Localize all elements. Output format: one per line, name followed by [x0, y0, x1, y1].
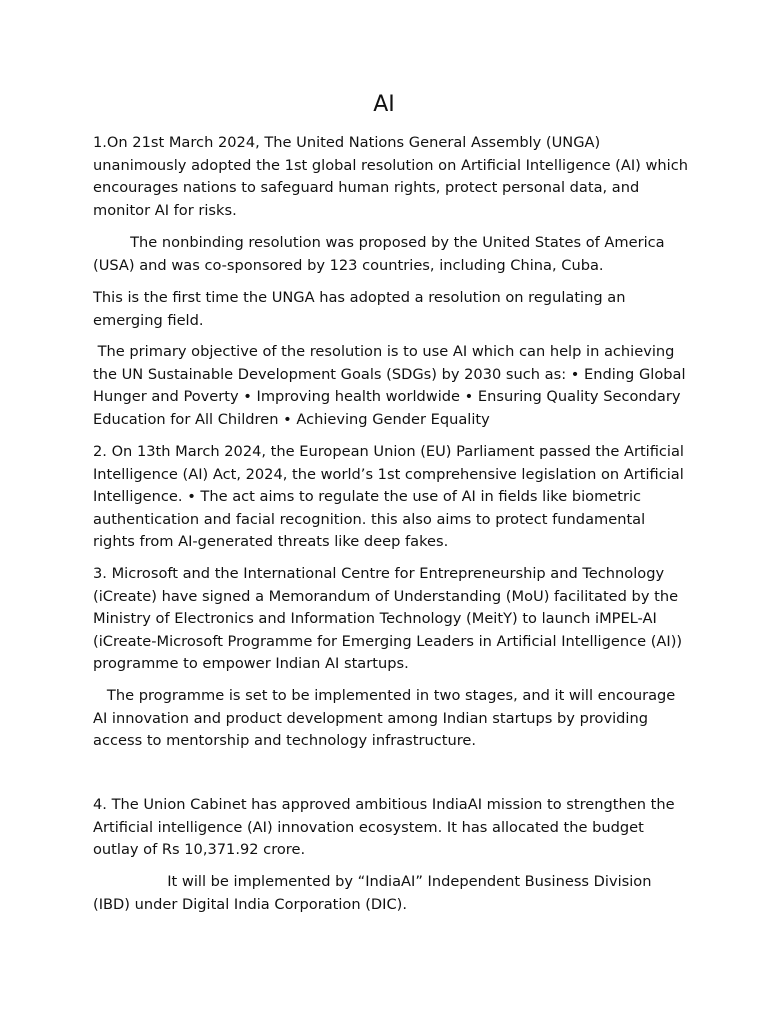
- paragraph-nonbinding-resolution: The nonbinding resolution was proposed by the United States of America (USA) and was co-sponsored by 123 countries, including China, Cuba.: [93, 234, 670, 274]
- document-title: AI: [373, 92, 395, 117]
- paragraph-eu-ai-act: 2. On 13th March 2024, the European Union (EU) Parliament passed the Artificial Intelligence (AI) Act, 2024, the world’s 1st comprehensive legislation on Artificial Intelligence. • The act aims to regulate the use of AI in fields like biometric authentication and facial recognition. this also aims to protect fundamental rights from AI-generated threats like deep fakes.: [93, 443, 689, 551]
- paragraph-microsoft-icreate: 3. Microsoft and the International Centre for Entrepreneurship and Technology (iCreate) have signed a Memorandum of Understanding (MoU) facilitated by the Ministry of Electronics and Information Technology (MeitY) to launch iMPEL-AI (iCreate-Microsoft Programme for Emerging Leaders in Artificial Intelligence (AI)) programme to empower Indian AI startups.: [93, 565, 687, 673]
- paragraph-indiaai-mission: 4. The Union Cabinet has approved ambitious IndiaAI mission to strengthen the Artificial intelligence (AI) innovation ecosystem. It has allocated the budget outlay of Rs 10,371.92 crore.: [93, 796, 680, 859]
- paragraph-indiaai-ibd: It will be implemented by “IndiaAI” Independent Business Division (IBD) under Digital India Corporation (DIC).: [93, 873, 657, 913]
- paragraph-unga-resolution: 1.On 21st March 2024, The United Nations General Assembly (UNGA) unanimously adopted the 1st global resolution on Artificial Intelligence (AI) which encourages nations to safeguard human rights, protect personal data, and monitor AI for risks.: [93, 134, 693, 219]
- paragraph-primary-objective: The primary objective of the resolution is to use AI which can help in achieving the UN Sustainable Development Goals (SDGs) by 2030 such as: • Ending Global Hunger and Poverty • Improving health worldwide • Ensuring Quality Secondary Education for All Children • Achieving Gender Equality: [93, 343, 691, 428]
- paragraph-first-time: This is the first time the UNGA has adopted a resolution on regulating an emerging field.: [93, 289, 631, 329]
- paragraph-programme-stages: The programme is set to be implemented in two stages, and it will encourage AI innovation and product development among Indian startups by providing access to mentorship and technology infrastructure.: [93, 687, 680, 750]
